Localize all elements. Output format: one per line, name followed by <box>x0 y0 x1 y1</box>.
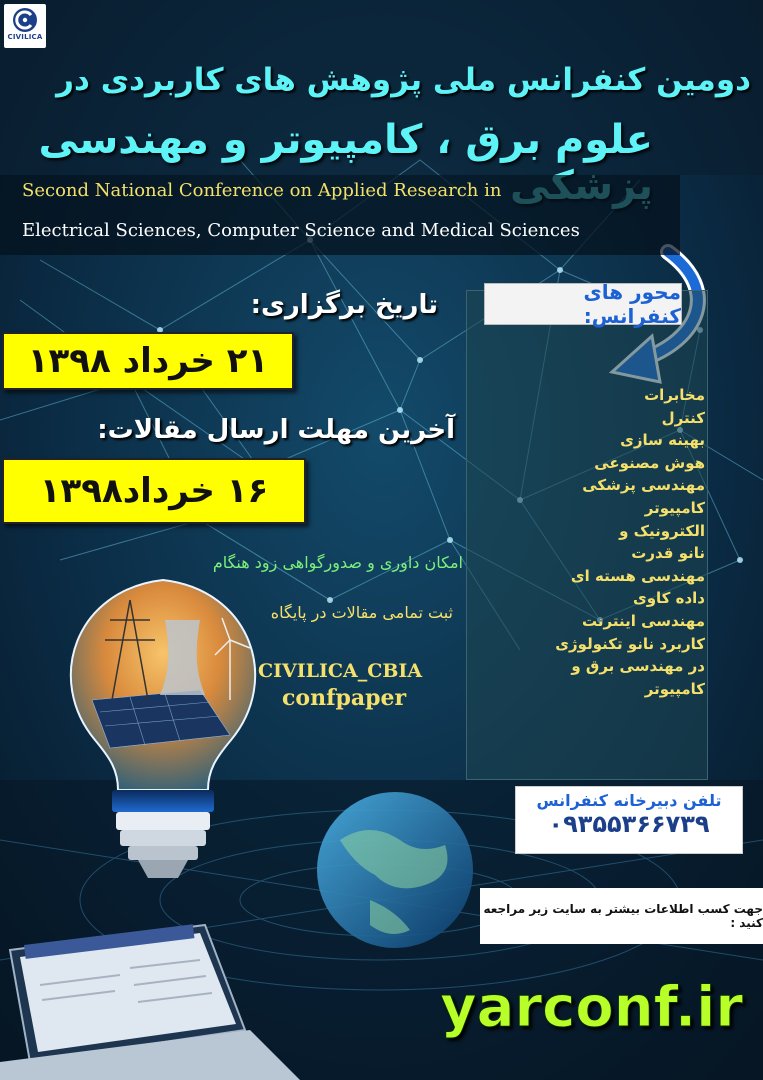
topics-list <box>485 384 705 700</box>
info-text: جهت کسب اطلاعات بیشتر به سایت زیر مراجعه کنید : <box>483 902 763 930</box>
civilica-code: CIVILICA_CBIA <box>258 660 423 682</box>
persian-title-line1: دومین کنفرانس ملی پژوهش های کاربردی در <box>56 62 751 98</box>
phone-box <box>515 786 743 854</box>
confpaper-code: confpaper <box>282 685 407 711</box>
list-item: مهندسی هسته ای <box>570 566 705 585</box>
civilica-logo-mark-icon <box>12 7 38 33</box>
list-item: کنترل <box>661 408 705 427</box>
civilica-logo <box>4 4 46 48</box>
phone-label: تلفن دبیرخانه کنفرانس <box>536 791 722 810</box>
list-item: کاربرد نانو تکنولوژی <box>555 634 705 653</box>
deadline-label: آخرین مهلت ارسال مقالات: <box>97 415 455 445</box>
indexing-note: ثبت تمامی مقالات در پایگاه <box>270 603 453 622</box>
deadline-date-box <box>2 458 306 524</box>
list-item: در مهندسی برق و <box>571 657 705 676</box>
persian-title-line2: علوم برق ، کامپیوتر و مهندسی <box>38 117 653 163</box>
english-title-line2: Electrical Sciences, Computer Science and Medical Sciences <box>22 220 580 241</box>
list-item: کامپیوتر <box>644 679 705 698</box>
english-title-line1: Second National Conference on Applied Research in <box>22 180 502 201</box>
list-item: مهندسی پزشکی <box>582 476 705 495</box>
civilica-logo-text: CIVILICA <box>7 33 43 41</box>
list-item: نانو قدرت <box>631 544 705 563</box>
event-date: ۲۱ خرداد ۱۳۹۸ <box>27 341 269 381</box>
list-item: هوش مصنوعی <box>594 453 705 472</box>
topics-heading: محور های کنفرانس: <box>484 283 682 325</box>
early-review-note: امکان داوری و صدورگواهی زود هنگام <box>212 553 463 572</box>
list-item: مخابرات <box>644 386 705 404</box>
website-link[interactable]: yarconf.ir <box>440 975 743 1040</box>
list-item: کامپیوتر <box>644 498 705 517</box>
deadline-date: ۱۶ خرداد۱۳۹۸ <box>39 471 269 511</box>
list-item: داده کاوی <box>632 589 705 608</box>
event-date-label: تاریخ برگزاری: <box>250 290 438 320</box>
info-box <box>480 888 763 944</box>
list-item: بهینه سازی <box>620 431 705 450</box>
event-date-box <box>2 332 294 390</box>
list-item: الکترونیک و <box>619 521 705 540</box>
list-item: مهندسی اینترنت <box>582 611 705 630</box>
phone-number[interactable]: ۰۹۳۵۵۳۶۶۷۳۹ <box>548 810 710 838</box>
